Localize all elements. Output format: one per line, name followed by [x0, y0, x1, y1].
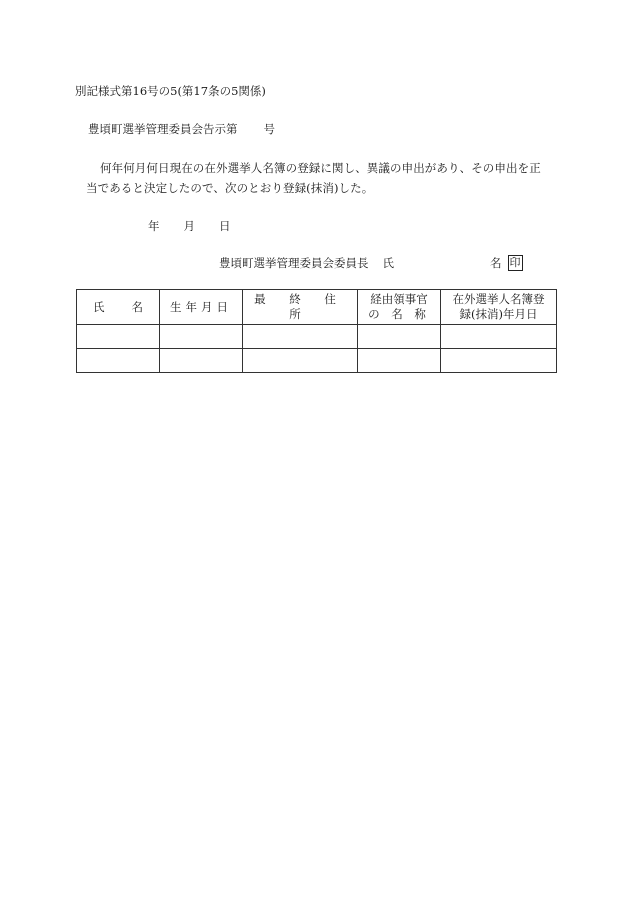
- header-name-1: 氏: [93, 299, 105, 314]
- header-consul: [358, 290, 441, 325]
- registration-table: [76, 289, 557, 373]
- notice-suffix: 号: [263, 122, 275, 136]
- table-row: [77, 325, 557, 349]
- date-month: 月: [183, 219, 195, 233]
- header-birth: [160, 290, 243, 325]
- signer-name-label-1: 氏: [382, 256, 394, 270]
- header-name-2: 名: [131, 299, 143, 314]
- header-registration-line-2: 録(抹消)年月日: [459, 307, 538, 321]
- signer-title: 豊頃町選挙管理委員会委員長: [219, 256, 369, 270]
- cell-registration-date: [441, 349, 557, 373]
- table-header-row: [77, 290, 557, 325]
- table-row: [77, 349, 557, 373]
- cell-birth: [160, 325, 243, 349]
- header-birth-label: 生年月日: [170, 299, 232, 314]
- cell-name: [77, 325, 160, 349]
- header-address-label: 最 終 住 所: [254, 292, 346, 321]
- date-line: [148, 218, 231, 234]
- header-consul-line-1: 経由領事官: [370, 292, 428, 306]
- form-reference: 別記様式第16号の5(第17条の5関係): [75, 84, 266, 98]
- seal-mark: 印: [509, 256, 521, 269]
- header-address: [243, 290, 358, 325]
- signer-name-label-2: 名: [490, 256, 502, 270]
- body-text-line-1: 何年何月何日現在の在外選挙人名簿の登録に関し、異議の申出があり、その申出を正: [100, 161, 541, 175]
- cell-registration-date: [441, 325, 557, 349]
- header-registration-line-1: 在外選挙人名簿登: [452, 292, 545, 306]
- cell-name: [77, 349, 160, 373]
- cell-address: [243, 349, 358, 373]
- header-consul-line-2: の 名 称: [368, 307, 430, 321]
- notice-prefix: 豊頃町選挙管理委員会告示第: [88, 122, 238, 136]
- cell-birth: [160, 349, 243, 373]
- notice-number: [88, 121, 275, 137]
- cell-consul: [358, 325, 441, 349]
- body-text-line-2: 当であると決定したので、次のとおり登録(抹消)した。: [86, 181, 374, 195]
- header-name: [77, 290, 160, 325]
- cell-address: [243, 325, 358, 349]
- cell-consul: [358, 349, 441, 373]
- header-registration: [441, 290, 557, 325]
- signer-line: [219, 255, 523, 272]
- date-year: 年: [148, 219, 160, 233]
- date-day: 日: [219, 219, 231, 233]
